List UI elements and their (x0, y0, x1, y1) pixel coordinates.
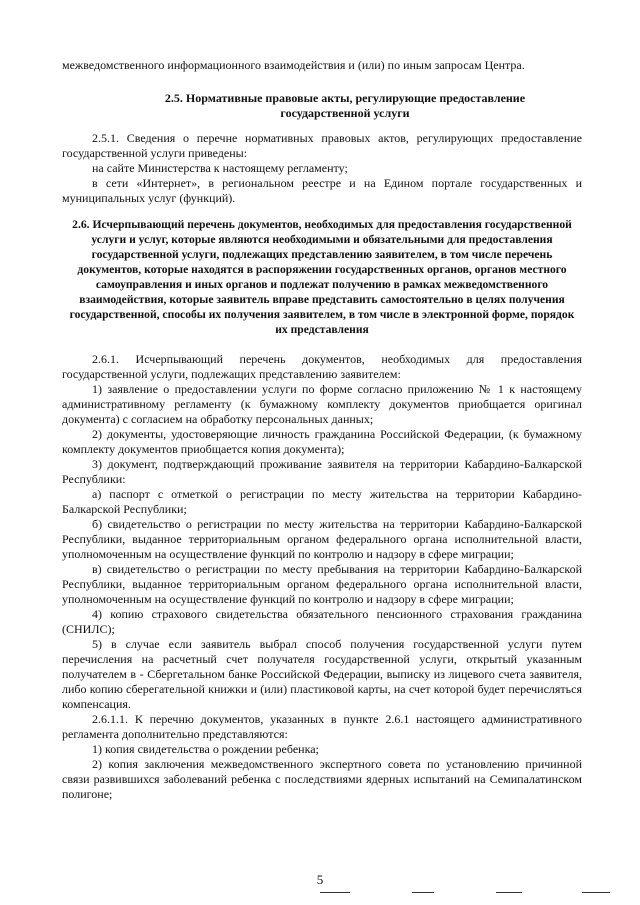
section-2-6-heading: 2.6. Исчерпывающий перечень документов, необходимых для предоставления государственной услуги и услуг, которые являются необходимыми и обязательными для предоставления государственной услуги, подлежащих представлению заявителем, в том числе перечень документов, которые находятся в распоряжении государственных органов, органов местного самоуправления и иных органов и подлежат получению в рамках межведомственного взаимодействия, которые заявитель вправе представить самостоятельно в целях получения государственной, способы их получения заявителем, в том числе в электронной форме, порядок их представления (69, 218, 575, 336)
page-number: 5 (316, 872, 324, 887)
paragraph: 2) документы, удостоверяющие личность гражданина Российской Федерации, (к бумажному комплекту документов приобщается копия документа); (62, 427, 582, 456)
paragraph: в сети «Интернет», в региональном реестре и на Едином портале государственных и муниципальных услуг (функций). (62, 176, 582, 205)
paragraph: 1) заявление о предоставлении услуги по форме согласно приложению № 1 к настоящему административному регламенту (к бумажному комплекту документов приобщается оригинал документа) с согласием на обработку персональных данных; (62, 382, 582, 426)
section-2-6-body (62, 352, 582, 802)
paragraph: в) свидетельство о регистрации по месту пребывания на территории Кабардино-Балкарской Республики, выданное территориальным органом федерального органа исполнительной власти, уполномоченным на осуществление функций по контролю и надзору в сфере миграции; (62, 562, 582, 606)
paragraph: 2.6.1.1. К перечню документов, указанных в пункте 2.6.1 настоящего административного регламента дополнительно представляются: (62, 712, 582, 741)
paragraph: б) свидетельство о регистрации по месту жительства на территории Кабардино-Балкарской Республики, выданное территориальным органом федерального органа исполнительной власти, уполномоченным на осуществление функций по контролю и надзору в сфере миграции; (62, 517, 582, 561)
paragraph: 2.6.1. Исчерпывающий перечень документов, необходимых для предоставления государственной услуги, подлежащих представлению заявителем: (62, 352, 582, 381)
paragraph: 1) копия свидетельства о рождении ребенка; (92, 742, 319, 756)
paragraph: 4) копию страхового свидетельства обязательного пенсионного страхования гражданина (СНИЛС); (62, 607, 582, 636)
scan-artifact-lines (320, 892, 620, 894)
paragraph: 5) в случае если заявитель выбрал способ получения государственной услуги путем перечисления на расчетный счет получателя государственной услуги, открытый указанным получателем в - Сбергетальном банке Российской Федерации, выписку из лицевого счета заявителя, либо копию сберегательной книжки и (или) пластиковой карты, на счет которой будет перечисляться компенсация. (62, 637, 582, 711)
section-2-5-body (62, 131, 582, 206)
section-2-5-heading: 2.5. Нормативные правовые акты, регулирующие предоставление государственной услуги (164, 91, 526, 120)
paragraph: на сайте Министерства к настоящему регламенту; (92, 161, 348, 175)
paragraph: 2.5.1. Сведения о перечне нормативных правовых актов, регулирующих предоставление государственной услуги приведены: (62, 131, 582, 160)
continuation-line: межведомственного информационного взаимодействия и (или) по иным запросам Центра. (62, 58, 525, 72)
paragraph: а) паспорт с отметкой о регистрации по месту жительства на территории Кабардино-Балкарской Республики; (62, 487, 582, 516)
paragraph: 3) документ, подтверждающий проживание заявителя на территории Кабардино-Балкарской Республики: (62, 457, 582, 486)
paragraph: 2) копия заключения межведомственного экспертного совета по установлению причинной связи развившихся заболеваний ребенка с последствиями ядерных испытаний на Семипалатинском полигоне; (62, 757, 582, 801)
